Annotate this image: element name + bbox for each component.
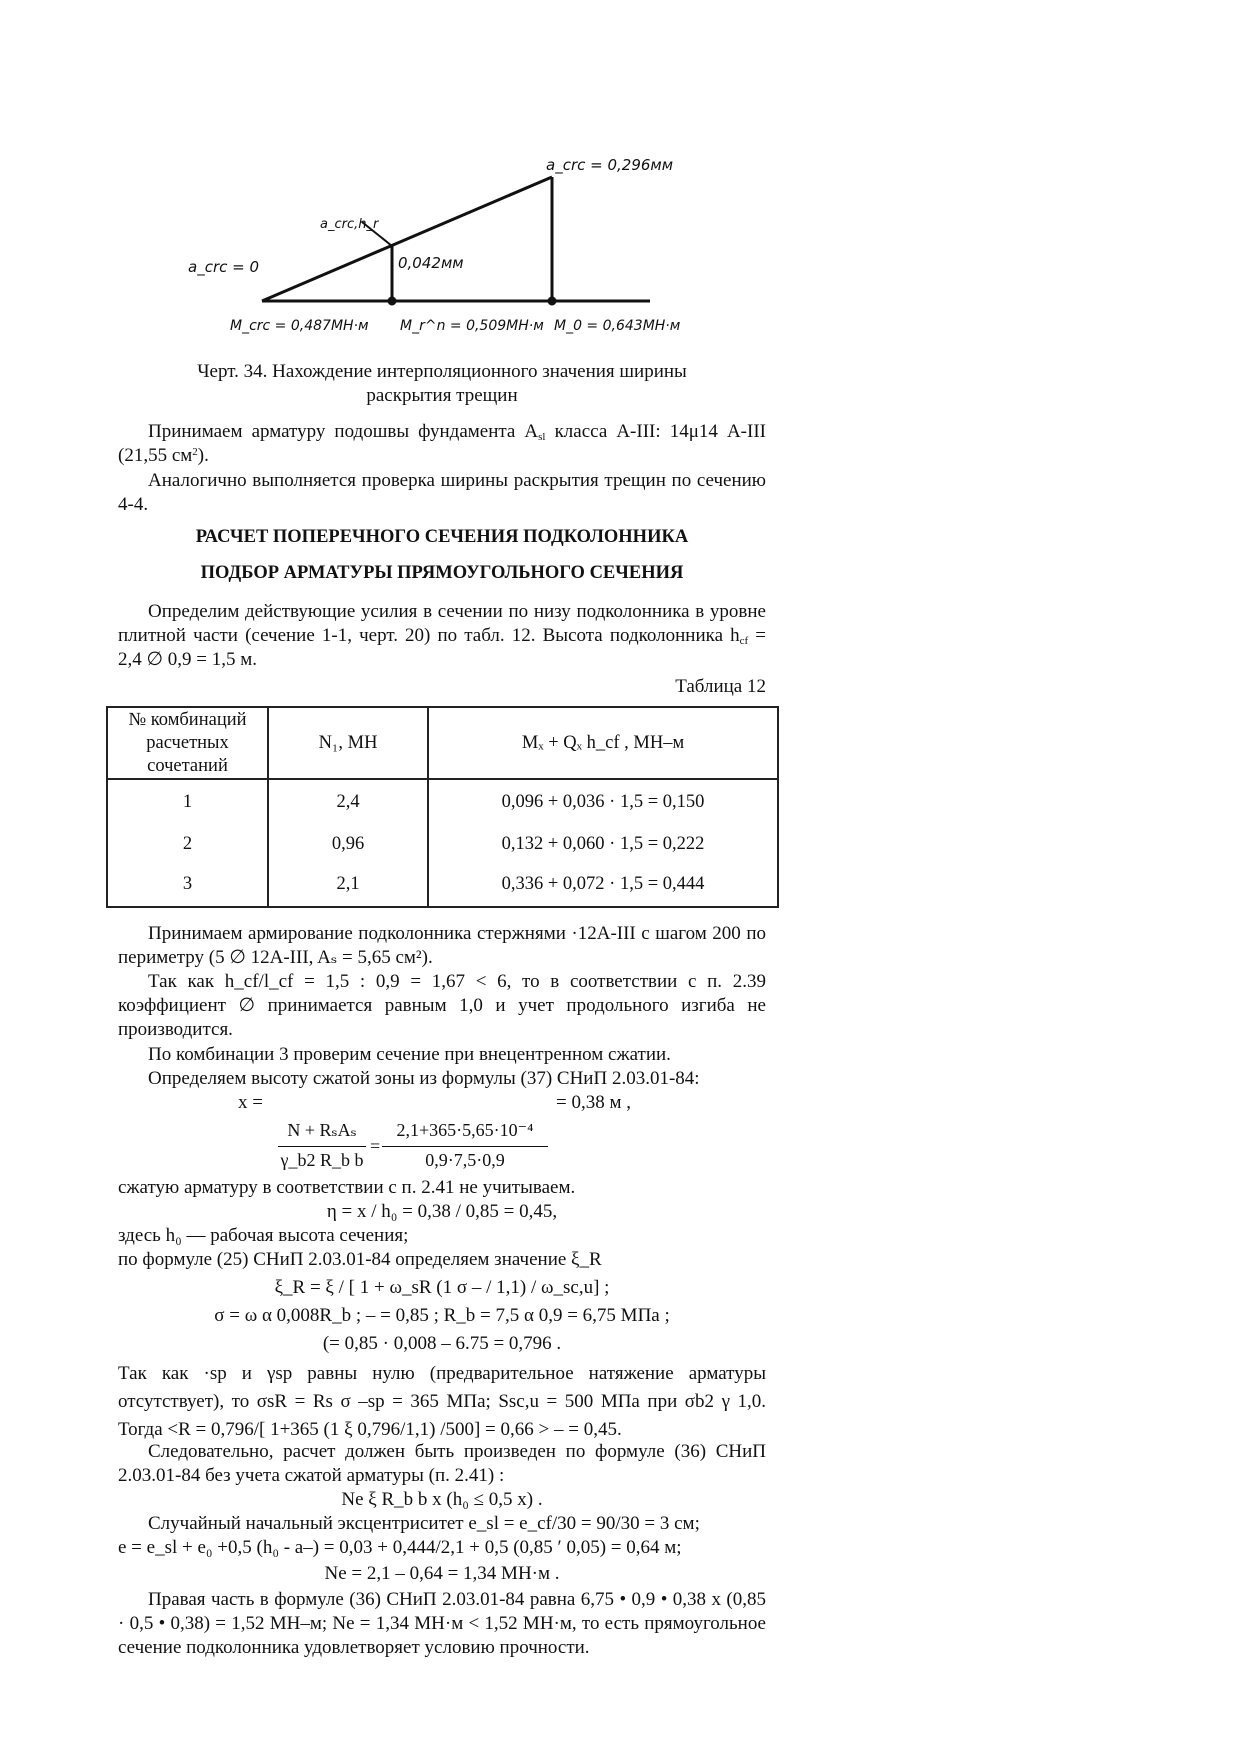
caption-line-1: Черт. 34. Нахождение интерполяционного значения ширины	[197, 361, 687, 382]
frac2-denominator: 0,9·7,5·0,9	[425, 1150, 505, 1170]
formula-x-fraction	[278, 1120, 558, 1180]
figure-caption	[118, 360, 766, 408]
formula-xi: ξ_R = ξ / [ 1 + ω_sR (1 σ – / 1,1) / ω_sc,u] ;	[274, 1277, 610, 1298]
table-header-row	[107, 707, 778, 779]
table-cell: 2,4	[268, 779, 428, 825]
paragraph-1	[118, 420, 766, 468]
label-acrc-max: a_crc = 0,296мм	[546, 156, 674, 174]
table-header-cell: № комбинаций расчетных сочетаний	[107, 707, 268, 779]
table-cell: 3	[107, 863, 268, 907]
paragraph-5: Так как h_cf/l_cf = 1,5 : 0,9 = 1,67 < 6, то в соответствии с п. 2.39 коэффициент ∅ принимается равным 1,0 и учет продольного изгиба не производится.	[118, 971, 766, 1040]
paragraph-13: Случайный начальный эксцентриситет e_sl = e_cf/30 = 90/30 = 3 см;	[148, 1513, 700, 1534]
paragraph-4: Принимаем армирование подколонника стержнями ·12А-III с шагом 200 по периметру (5 ∅ 12А-III, Aₛ = 5,65 см²).	[118, 923, 766, 968]
formula-ne2: Ne = 2,1 – 0,64 = 1,34 МН·м .	[324, 1563, 560, 1584]
formula-eta: η = x / h₀ = 0,38 / 0,85 = 0,45,	[326, 1201, 558, 1222]
frac2-numerator: 2,1+365·5,65·10⁻⁴	[396, 1120, 534, 1140]
table-cell: 0,96	[268, 825, 428, 863]
table-cell: 2,1	[268, 863, 428, 907]
table-row	[107, 779, 778, 825]
label-mr: M_r^n = 0,509МН·м	[400, 318, 544, 334]
formula-x-rhs: = 0,38 м ,	[556, 1092, 631, 1113]
label-acrc-zero: a_crc = 0	[188, 258, 260, 276]
formula-ne: Ne ξ R_b b x (h₀ ≤ 0,5 x) .	[341, 1489, 543, 1510]
label-mid-value: 0,042мм	[398, 254, 464, 272]
paragraph-2: Аналогично выполняется проверка ширины раскрытия трещин по сечению 4-4.	[118, 470, 766, 515]
table-cell: 0,096 + 0,036 · 1,5 = 0,150	[428, 779, 778, 825]
heading-2: ПОДБОР АРМАТУРЫ ПРЯМОУГОЛЬНОГО СЕЧЕНИЯ	[200, 563, 684, 583]
table-header-cell: N₁, МН	[268, 707, 428, 779]
p1-text-a: Принимаем арматуру подошвы фундамента A	[148, 421, 539, 442]
p1-text-c: ).	[197, 445, 209, 466]
table-label: Таблица 12	[675, 676, 766, 697]
p1-sup: 2	[192, 446, 198, 458]
frac1-bar	[278, 1146, 366, 1147]
label-mcrc: M_crc = 0,487МН·м	[230, 318, 369, 334]
frac2-bar	[382, 1146, 548, 1147]
formula-omega: (= 0,85 · 0,008 – 6.75 = 0,796 .	[322, 1333, 562, 1354]
p3-text-b: = 2,4 ∅ 0,9 = 1,5 м.	[118, 625, 766, 670]
label-acrc-hr: a_crc,h_r	[320, 217, 379, 232]
p1-text-b: класса А-III: 14μ14 А-III (21,55 см	[118, 421, 766, 466]
interpolation-figure	[150, 140, 710, 350]
table-cell: 0,336 + 0,072 · 1,5 = 0,444	[428, 863, 778, 907]
paragraph-15: Правая часть в формуле (36) СНиП 2.03.01-84 равна 6,75 • 0,9 • 0,38 x (0,85 · 0,5 • 0,38) = 1,52 МН–м; Ne = 1,34 МН·м < 1,52 МН·м, то есть прямоугольное сечение подколонника удовлетворяет условию прочности.	[118, 1589, 766, 1658]
paragraph-8: сжатую арматуру в соответствии с п. 2.41 не учитываем.	[118, 1177, 576, 1198]
paragraph-10: по формуле (25) СНиП 2.03.01-84 определяем значение ξ_R	[118, 1249, 602, 1270]
table-cell: 1	[107, 779, 268, 825]
table-header-cell: Mₓ + Qₓ h_cf , МН–м	[428, 707, 778, 779]
p1-sub: sl	[538, 431, 546, 443]
paragraph-3	[118, 600, 766, 672]
label-m0: M_0 = 0,643МН·м	[554, 318, 681, 334]
paragraph-6: По комбинации 3 проверим сечение при внецентренном сжатии.	[148, 1044, 671, 1065]
table-row	[107, 863, 778, 907]
frac1-denominator: γ_b2 R_b b	[280, 1150, 364, 1170]
table-cell: 2	[107, 825, 268, 863]
frac1-numerator: N + RₛAₛ	[287, 1120, 357, 1140]
hypotenuse	[262, 177, 552, 301]
paragraph-14: e = e_sl + e₀ +0,5 (h₀ - a–) = 0,03 + 0,444/2,1 + 0,5 (0,85 ′ 0,05) = 0,64 м;	[118, 1537, 682, 1558]
p3-sub: cf	[739, 635, 749, 647]
paragraph-11: Так как ·sp и γsp равны нулю (предварительное натяжение арматуры отсутствует), то σsR = Rs σ –sp = 365 МПа; Ssc,u = 500 МПа при σb2 γ 1,0. Тогда <R = 0,796/[ 1+365 (1 ξ 0,796/1,1) /500] = 0,66 > – = 0,45.	[118, 1363, 766, 1440]
paragraph-7: Определяем высоту сжатой зоны из формулы (37) СНиП 2.03.01-84:	[148, 1068, 700, 1089]
table-row	[107, 825, 778, 863]
table-12	[106, 706, 779, 908]
p3-text-a: Определим действующие усилия в сечении по низу подколонника в уровне плитной части (сечение 1-1, черт. 20) по табл. 12. Высота подколонника h	[118, 601, 766, 646]
paragraph-12: Следовательно, расчет должен быть произведен по формуле (36) СНиП 2.03.01-84 без учета сжатой арматуры (п. 2.41) :	[118, 1441, 766, 1486]
heading-1: РАСЧЕТ ПОПЕРЕЧНОГО СЕЧЕНИЯ ПОДКОЛОННИКА	[195, 527, 689, 547]
caption-line-2: раскрытия трещин	[366, 385, 518, 406]
paragraph-9: здесь h₀ — рабочая высота сечения;	[118, 1225, 409, 1246]
frac-equals: =	[370, 1136, 381, 1156]
formula-sigma: σ = ω α 0,008R_b ; – = 0,85 ; R_b = 7,5 α 0,9 = 6,75 МПа ;	[214, 1305, 670, 1326]
crack-width-diagram	[150, 140, 710, 350]
table-cell: 0,132 + 0,060 · 1,5 = 0,222	[428, 825, 778, 863]
formula-x-lhs: x =	[238, 1092, 263, 1113]
